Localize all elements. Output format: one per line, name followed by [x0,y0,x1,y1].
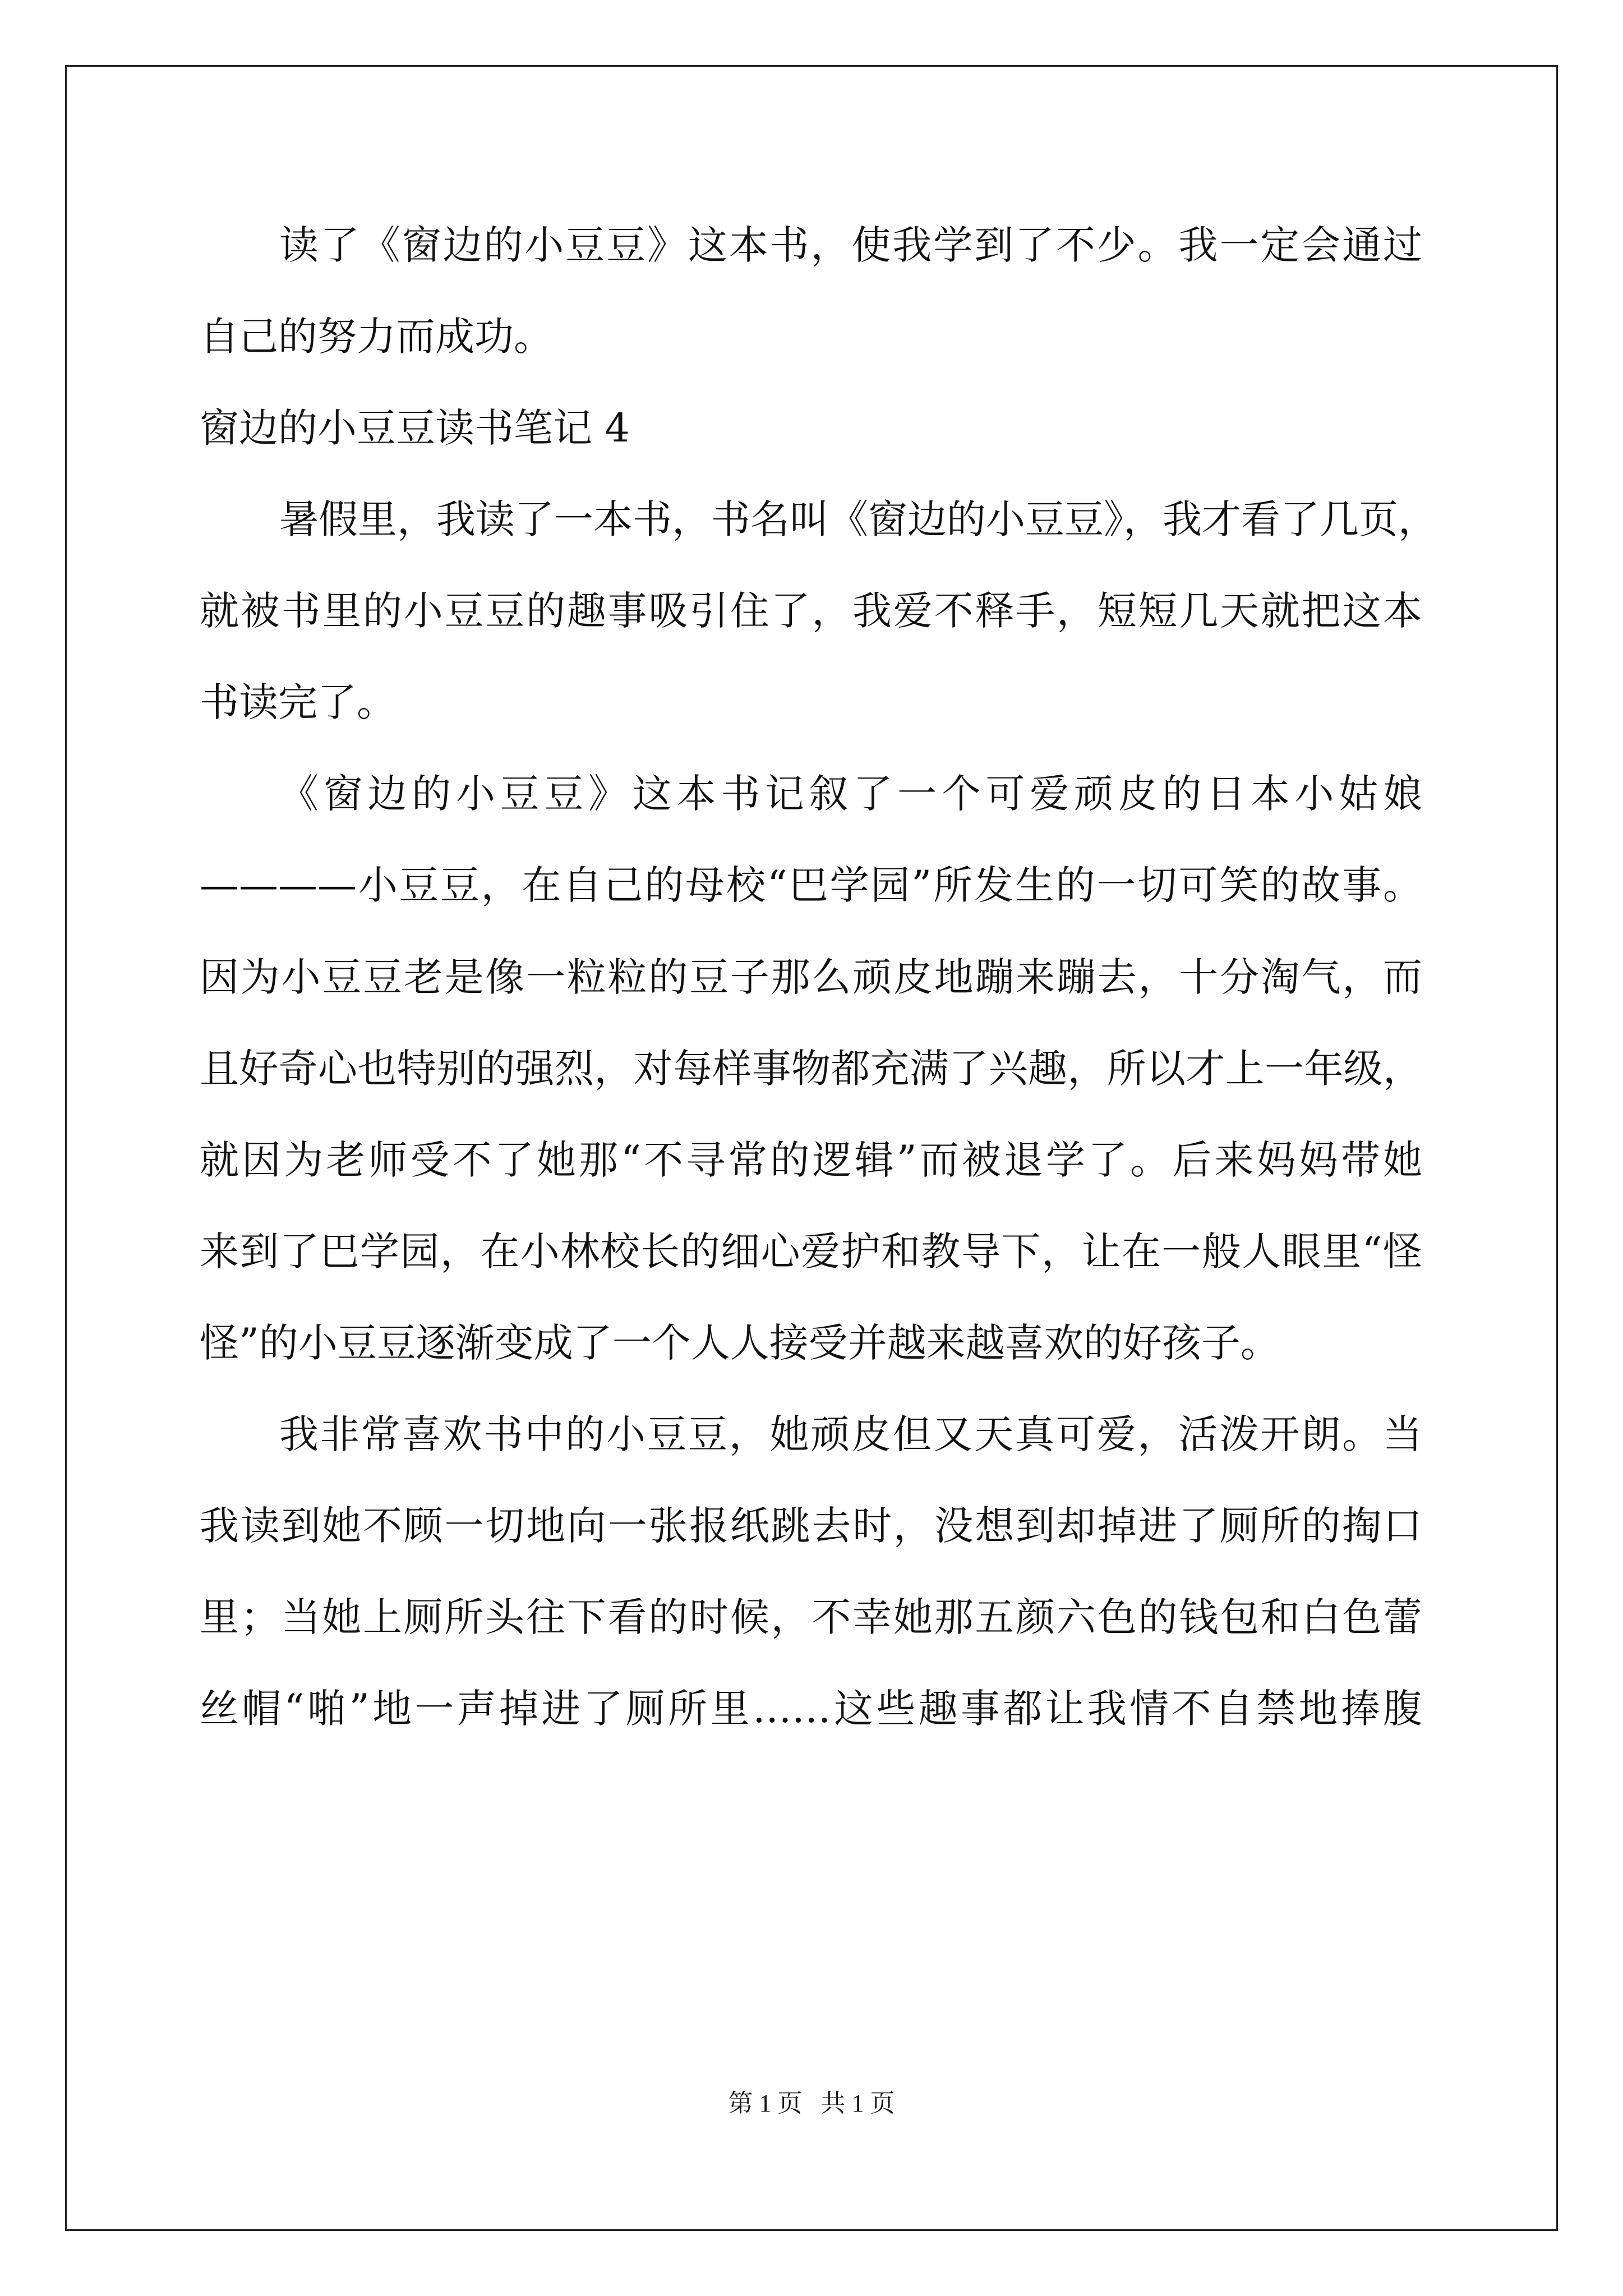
text-line: 里；当她上厕所头往下看的时候，不幸她那五颜六色的钱包和白色蕾 [200,1594,1422,1640]
text-line: 自己的努力而成功。 [200,314,553,360]
text-line: 就被书里的小豆豆的趣事吸引住了，我爱不释手，短短几天就把这本 [200,588,1422,634]
text-line: 就因为老师受不了她那“不寻常的逻辑”而被退学了。后来妈妈带她 [200,1137,1422,1183]
page-number: 第 1 页 [728,2090,803,2117]
text-line: 窗边的小豆豆读书笔记 4 [200,405,630,451]
page-footer [0,2087,1623,2120]
text-line: 怪”的小豆豆逐渐变成了一个人人接受并越来越喜欢的好孩子。 [200,1320,1280,1366]
text-line: 我读到她不顾一切地向一张报纸跳去时，没想到却掉进了厕所的掏口 [200,1503,1422,1549]
text-line: 读了《窗边的小豆豆》这本书，使我学到了不少。我一定会通过 [279,222,1422,268]
text-line: 且好奇心也特别的强烈，对每样事物都充满了兴趣，所以才上一年级， [200,1046,1422,1092]
footer-spacer [803,2090,821,2117]
text-line: 丝帽“啪”地一声掉进了厕所里……这些趣事都让我情不自禁地捧腹 [200,1686,1422,1732]
text-line: 《窗边的小豆豆》这本书记叙了一个可爱顽皮的日本小姑娘 [279,771,1422,817]
text-line: 来到了巴学园，在小林校长的细心爱护和教导下，让在一般人眼里“怪 [200,1228,1422,1274]
text-line: 书读完了。 [200,679,396,725]
text-line: ————小豆豆，在自己的母校“巴学园”所发生的一切可笑的故事。 [200,862,1422,908]
page-total: 共 1 页 [820,2090,895,2117]
text-line: 暑假里，我读了一本书，书名叫《窗边的小豆豆》，我才看了几页， [279,496,1437,542]
text-line: 我非常喜欢书中的小豆豆，她顽皮但又天真可爱，活泼开朗。当 [279,1411,1422,1457]
text-line: 因为小豆豆老是像一粒粒的豆子那么顽皮地蹦来蹦去，十分淘气，而 [200,954,1422,1000]
